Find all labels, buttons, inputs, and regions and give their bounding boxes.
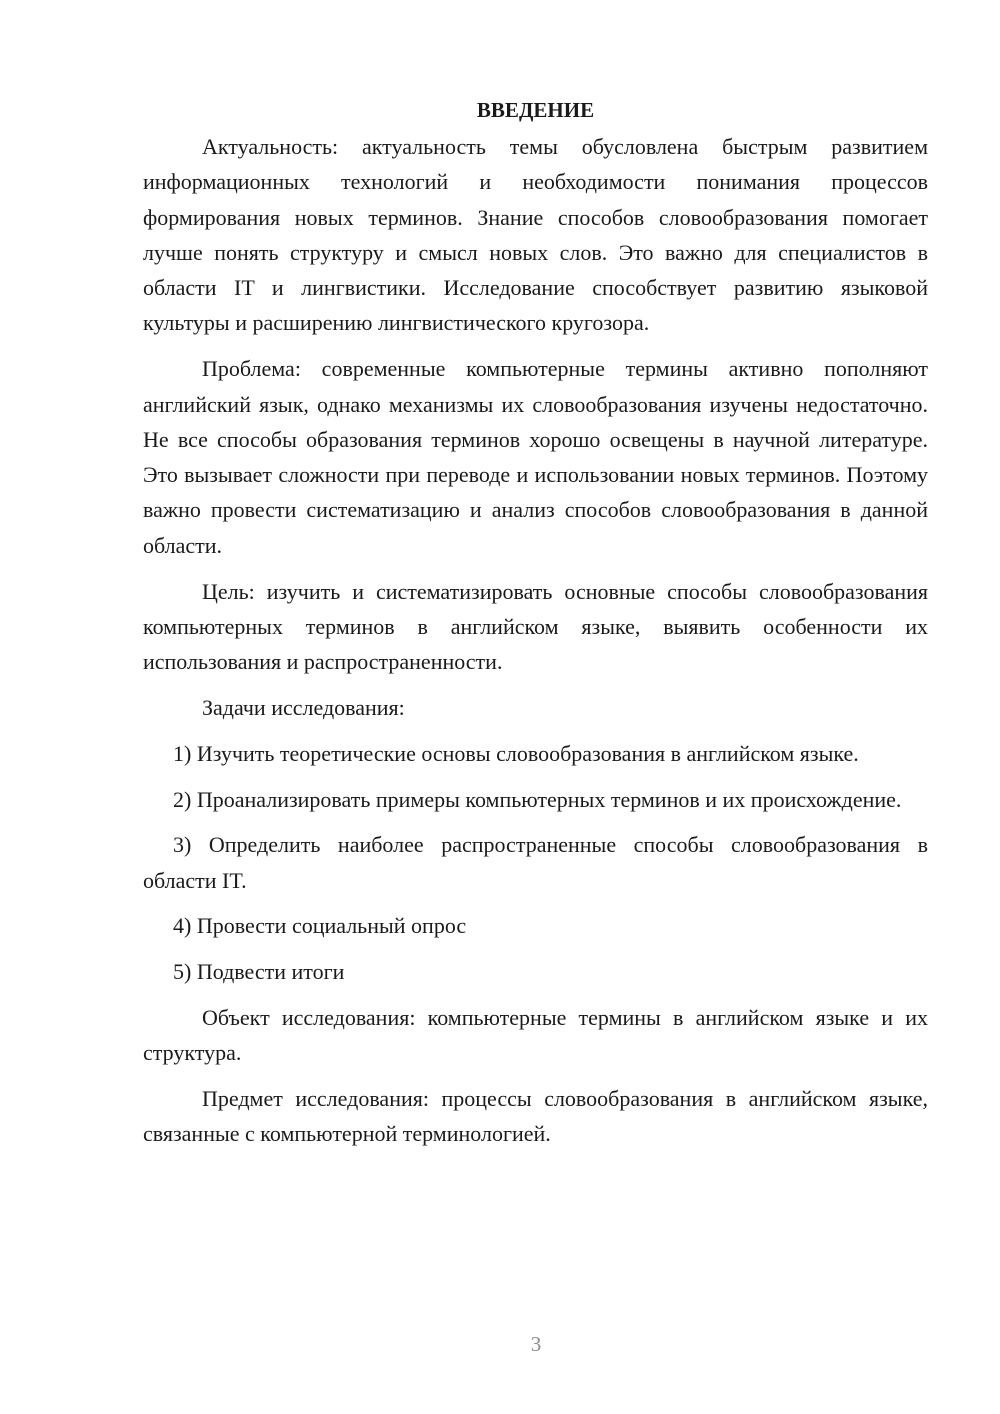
- task-item-2: 2) Проанализировать примеры компьютерных терминов и их происхождение.: [173, 786, 902, 812]
- section-heading: ВВЕДЕНИЕ: [476, 98, 595, 122]
- task-item-1: 1) Изучить теоретические основы словообразования в английском языке.: [173, 740, 859, 766]
- object-paragraph: Объект исследования: компьютерные термины в английском языке и их структура.: [143, 1005, 928, 1066]
- subject-paragraph: Предмет исследования: процессы словообразования в английском языке, связанные с компьютерной терминологией.: [143, 1086, 928, 1147]
- task-item-4: 4) Провести социальный опрос: [173, 913, 467, 939]
- page-content: [143, 93, 928, 1162]
- problem-paragraph: Проблема: современные компьютерные термины активно пополняют английский язык, однако механизмы их словообразования изучены недостаточно. Не все способы образования терминов хорошо освещены в научной литературе. Это вызывает сложности при переводе и использовании новых терминов. Поэтому важно провести систематизацию и анализ способов словообразования в данной области.: [143, 356, 928, 558]
- tasks-intro: Задачи исследования:: [202, 694, 405, 720]
- task-item-5: 5) Подвести итоги: [173, 959, 345, 985]
- goal-paragraph: Цель: изучить и систематизировать основные способы словообразования компьютерных терминов в английском языке, выявить особенности их использования и распространенности.: [143, 578, 928, 675]
- relevance-paragraph: Актуальность: актуальность темы обусловлена быстрым развитием информационных технологий и необходимости понимания процессов формирования новых терминов. Знание способов словообразования помогает лучше понять структуру и смысл новых слов. Это важно для специалистов в области IT и лингвистики. Исследование способствует развитию языковой культуры и расширению лингвистического кругозора.: [143, 134, 928, 336]
- page-number: 3: [530, 1332, 542, 1356]
- task-item-3: 3) Определить наиболее распространенные способы словообразования в области IT.: [143, 832, 928, 893]
